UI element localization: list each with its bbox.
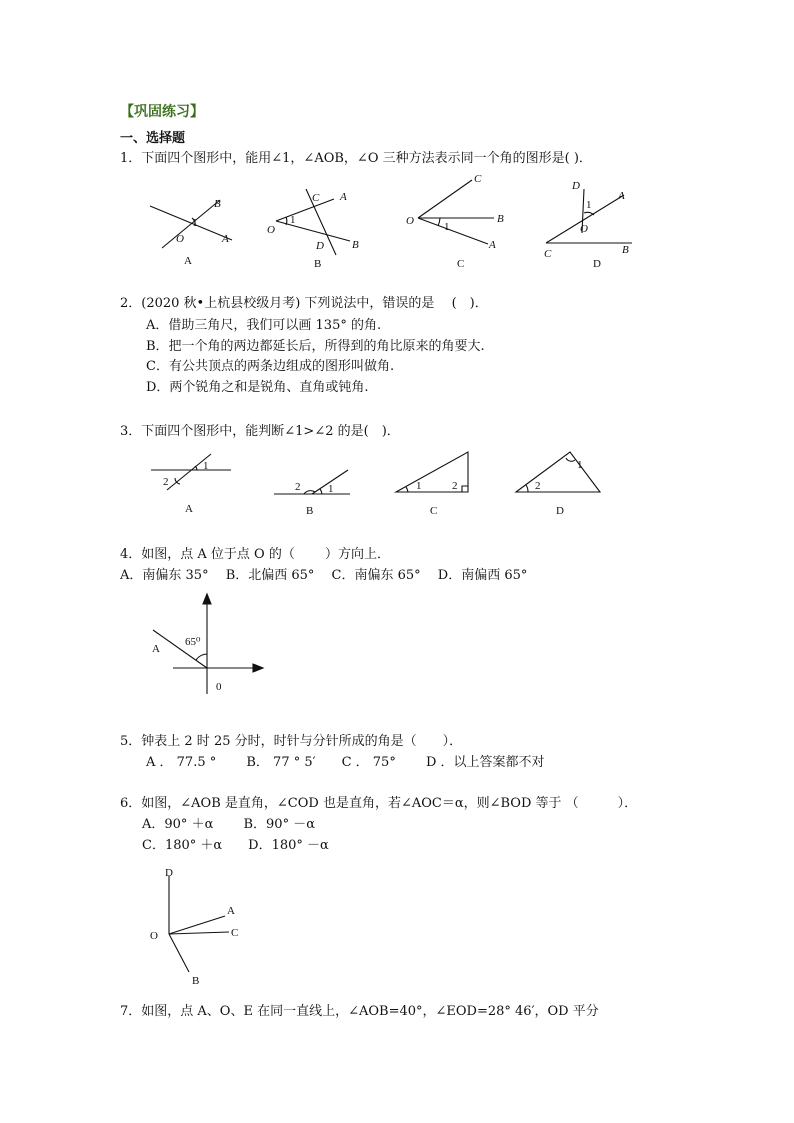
q1-figure-c [402, 170, 512, 270]
q3c-label-1: 1 [416, 480, 422, 492]
q2-option-b: B．把一个角的两边都延长后，所得到的角比原来的角要大. [146, 339, 485, 354]
q3c-caption: C [430, 505, 438, 517]
q5-options: A ． 77.5 ° B． 77 ° 5′ C ． 75° D ．以上答案都不对 [146, 755, 545, 770]
q6-label-d: D [165, 867, 173, 879]
q6-label-c: C [231, 927, 239, 939]
q3a-label-2: 2 [163, 476, 169, 488]
q6-label-b: B [192, 975, 200, 987]
q1d-label-1: 1 [586, 199, 592, 211]
q4-options: A．南偏东 35° B．北偏西 65° C．南偏东 65° D．南偏西 65° [120, 568, 528, 583]
q4-compass-figure [145, 590, 270, 700]
q2-option-d: D．两个锐角之和是锐角、直角或钝角. [146, 380, 369, 395]
q1b-label-d: D [316, 240, 324, 252]
q6-stem: 6．如图，∠AOB 是直角，∠COD 也是直角，若∠AOC＝α，则∠BOD 等于 （ ）． [120, 796, 638, 811]
q1a-label-o: O [176, 233, 184, 245]
q1b-label-a: A [340, 191, 347, 203]
q1c-label-o: O [406, 215, 414, 227]
q5-stem: 5．钟表上 2 时 25 分时，时针与分针所成的角是（ ）． [120, 734, 463, 749]
q3c-label-2: 2 [452, 480, 458, 492]
q6-label-o: O [150, 930, 158, 942]
q6-label-a: A [227, 905, 235, 917]
q1a-label-b: B [214, 198, 221, 210]
q1-figure-b [262, 185, 372, 270]
q1d-label-c: C [544, 248, 552, 260]
q1d-label-o: O [580, 223, 588, 235]
q2-option-c: C．有公共顶点的两条边组成的图形叫做角. [146, 359, 395, 374]
q6-options-row1: A．90° ＋α B．90° －α [142, 817, 315, 832]
q4-label-a: A [152, 643, 160, 655]
q1-figure-a [140, 190, 240, 270]
q7-stem: 7．如图，点 A、O、E 在同一直线上，∠AOB=40°，∠EOD=28° 46′，OD 平分 [120, 1004, 599, 1019]
q1b-label-b: B [352, 239, 359, 251]
q1b-label-o: O [267, 224, 275, 236]
q1d-label-b: B [622, 244, 629, 256]
q3a-label-1: 1 [203, 460, 209, 472]
q1b-caption: B [314, 258, 322, 270]
q3b-label-1: 1 [328, 483, 334, 495]
q3d-caption: D [556, 505, 564, 517]
section-header: 【巩固练习】 [120, 104, 204, 120]
q1a-caption: A [184, 255, 192, 267]
part-title: 一、选择题 [120, 131, 186, 146]
q3-stem: 3．下面四个图形中，能判断∠1>∠2 的是( )． [120, 424, 400, 439]
q3b-caption: B [306, 505, 314, 517]
q3a-caption: A [185, 503, 193, 515]
q3-figure-d [510, 448, 610, 520]
q1b-label-c: C [312, 192, 320, 204]
q4-stem: 4．如图，点 A 位于点 O 的（ ）方向上． [120, 547, 390, 562]
q6-angle-figure [145, 862, 255, 992]
q3-figure-a [145, 450, 245, 520]
q1c-label-a: A [489, 239, 496, 251]
q1c-caption: C [457, 258, 465, 270]
q1-stem: 1．下面四个图形中，能用∠1，∠AOB，∠O 三种方法表示同一个角的图形是( )． [120, 151, 592, 166]
q1a-label-a: A [222, 233, 229, 245]
q1b-label-1: 1 [290, 214, 296, 226]
q6-options-row2: C．180° ＋α D．180° －α [142, 838, 329, 853]
q1d-label-d: D [572, 180, 580, 192]
q2-stem: 2．(2020 秋•上杭县校级月考) 下列说法中，错误的是 ( )． [120, 296, 488, 311]
q1d-caption: D [593, 258, 601, 270]
q4-angle-label: 65⁰ [185, 636, 201, 648]
q1d-label-a: A [618, 190, 625, 202]
q3-figure-b [268, 462, 358, 522]
q1c-label-c: C [474, 173, 482, 185]
q2-option-a: A．借助三角尺，我们可以画 135° 的角. [146, 318, 382, 333]
q3b-label-2: 2 [295, 481, 301, 493]
q3d-label-1: 1 [577, 459, 583, 471]
q1c-label-b: B [497, 213, 504, 225]
q3-figure-c [390, 448, 480, 520]
q3d-label-2: 2 [535, 480, 541, 492]
q4-label-o: 0 [216, 681, 222, 693]
q1a-label-1: 1 [192, 217, 198, 229]
q1-figure-d [540, 177, 650, 272]
q1c-label-1: 1 [444, 221, 450, 233]
